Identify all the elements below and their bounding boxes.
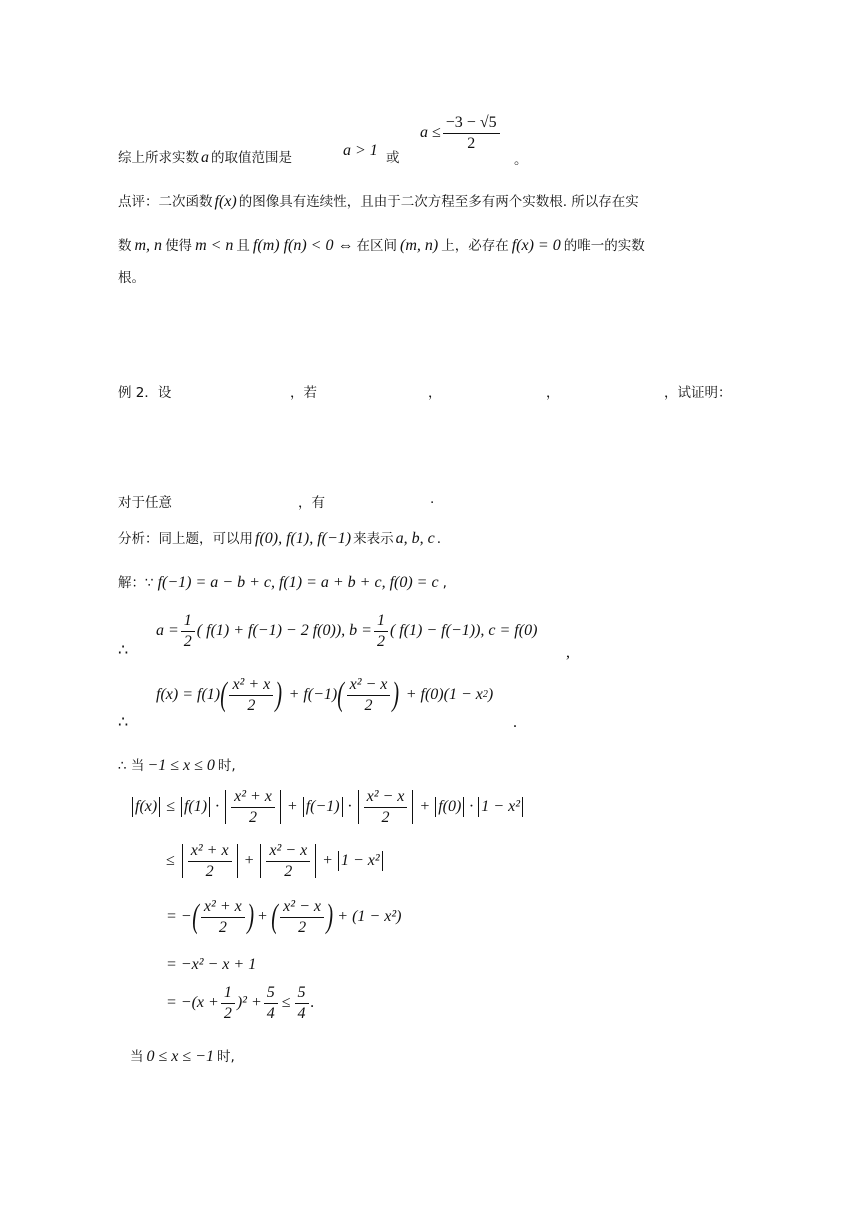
step5-le: ≤ [281, 994, 291, 1012]
half-num: 1 [181, 612, 195, 632]
ineq-step-5 [166, 984, 315, 1022]
dot: · [469, 798, 474, 816]
comment2-interval: (m, n) [399, 237, 439, 254]
comment-b: 的图像具有连续性，且由于二次方程至多有两个实数根. 所以存在实 [238, 194, 639, 210]
four: 4 [266, 1004, 275, 1022]
ineq-f1: f(1) [183, 798, 208, 816]
frac-num: x² − x [364, 788, 408, 808]
when2-a: 当 [130, 1049, 144, 1065]
when1-cond: −1 ≤ x ≤ 0 [147, 757, 215, 774]
eq-abc [156, 612, 537, 650]
cond2-frac [443, 114, 500, 152]
var-a: a [201, 149, 209, 166]
ineq-fm1: f(−1) [305, 798, 340, 816]
abs-bar [280, 790, 281, 824]
frac-num: x² − x [280, 898, 324, 918]
or-word: 或 [386, 150, 400, 166]
ineq-step-3 [166, 898, 401, 936]
plus: + [322, 852, 333, 870]
abs-bar [522, 797, 523, 817]
example2-forall: 对于任意 [118, 495, 172, 511]
ineq-step-4: = −x² − x + 1 [166, 956, 257, 973]
when-line-1 [118, 754, 236, 775]
frac-den: 2 [205, 862, 214, 880]
ineq-step-1 [130, 788, 525, 826]
abs-bar [315, 844, 316, 878]
rparen: ) [392, 676, 400, 714]
eq-a-lhs: a = [156, 622, 179, 640]
example2-label: 例 2．设 [118, 385, 172, 401]
le: ≤ [166, 852, 175, 870]
ineq-f0: f(0) [438, 798, 462, 816]
step5-a: = −(x + [166, 994, 219, 1012]
conclusion-prefix: 综上所求实数 [118, 150, 199, 166]
comment2-b: 使得 [165, 238, 193, 254]
abs-bar [412, 790, 413, 824]
comment2-e: 上，必存在 [441, 238, 509, 254]
frac-num: x² + x [188, 842, 232, 862]
comment-a: 点评：二次函数 [118, 194, 213, 210]
comment2-fx-eq-0: f(x) = 0 [511, 237, 561, 254]
ineq-step-2 [166, 842, 385, 880]
analysis-end: . [436, 531, 442, 547]
rparen: ) [326, 898, 334, 936]
period-cn: 。 [514, 152, 528, 168]
comment2-a: 数 [118, 238, 132, 254]
half-den: 2 [183, 632, 192, 650]
plus: + [419, 798, 431, 816]
example2-comma2: ， [546, 385, 560, 401]
abs-bar [225, 790, 226, 824]
abs-bar [358, 790, 359, 824]
five-fourths-1 [264, 984, 278, 1022]
eq-b-rhs: ( f(1) − f(−1)), c = f(0) [389, 622, 538, 640]
lparen: ( [337, 676, 345, 714]
comment-line-2 [118, 234, 645, 255]
abs-bar [435, 797, 436, 817]
cond2-num: −3 − √5 [443, 114, 500, 134]
ineq-lhs: f(x) [135, 798, 158, 816]
cond2-lhs: a ≤ [420, 124, 441, 142]
frac-xpx [201, 898, 245, 936]
frac-num: x² + x [201, 898, 245, 918]
comment-line-3: 根。 [118, 270, 145, 286]
frac-xpx [188, 842, 232, 880]
half-num: 1 [221, 984, 235, 1004]
analysis-abc: a, b, c [395, 530, 435, 547]
four: 4 [297, 1004, 306, 1022]
comment2-m-lt-n: m < n [195, 237, 234, 254]
example2-comma1: ， [428, 385, 442, 401]
solution-line [118, 571, 447, 592]
step5-b: )² + [236, 994, 262, 1012]
fx-mid1: + f(−1) [288, 686, 338, 704]
plus: + [257, 908, 268, 926]
comment2-d: 在区间 [356, 238, 397, 254]
abs-bar [237, 844, 238, 878]
five: 5 [295, 984, 309, 1004]
dot: · [347, 798, 352, 816]
analysis-a: 分析：同上题，可以用 [118, 531, 253, 547]
abs-bar [478, 797, 479, 817]
abs-bar [463, 797, 464, 817]
frac-num: x² − x [347, 676, 391, 696]
therefore-2: ∴ [118, 714, 129, 731]
example2-dot: . [430, 491, 435, 507]
frac-xmx [364, 788, 408, 826]
half-frac-1 [181, 612, 195, 650]
frac-den: 2 [364, 696, 373, 714]
abs-bar [338, 851, 339, 871]
eq-a-rhs: ( f(1) + f(−1) − 2 f(0)), b = [196, 622, 372, 640]
cond2-den: 2 [467, 134, 476, 152]
abs-bar [132, 797, 133, 817]
fx-mid2: + f(0)(1 − x [405, 686, 483, 704]
le: ≤ [166, 798, 175, 816]
when2-cond: 0 ≤ x ≤ −1 [146, 1048, 214, 1065]
example2-have: ，有 [298, 495, 325, 511]
frac-num: x² − x [266, 842, 310, 862]
fx-expansion: f(x) = f(1) ( $\frac{\text{x² + x}}{2}$ ) + f(−1) ( $\frac{\text{x² − x}}{2}$ ) + f(0)(1 − x 2 ) [156, 676, 494, 714]
abs-bar [182, 844, 183, 878]
frac-num: x² + x [229, 676, 273, 696]
conclusion-mid: 的取值范围是 [211, 150, 292, 166]
frac-xmx [347, 676, 391, 714]
lparen: ( [271, 898, 278, 936]
cond-a-le-frac [420, 114, 502, 152]
fx-lhs: f(x) = f(1) [156, 686, 221, 704]
abs-bar [342, 797, 343, 817]
comment-fx: f(x) [214, 193, 237, 210]
frac-xmx [280, 898, 324, 936]
frac-den: 2 [218, 918, 227, 936]
frac-den: 2 [284, 862, 293, 880]
frac-num: x² + x [231, 788, 275, 808]
ineq-1mx: 1 − x² [481, 798, 520, 816]
abs-bar [382, 851, 383, 871]
example2-prove: ，试证明： [664, 385, 732, 401]
frac-xpx [229, 676, 273, 714]
comment2-c: 且 [236, 238, 250, 254]
cond-a-gt-1: a > 1 [343, 142, 378, 159]
therefore-1: ∴ [118, 642, 129, 659]
ineq-1mx: 1 − x² [340, 852, 380, 870]
comment-line-1 [118, 190, 639, 211]
fx-close: ) [487, 686, 494, 704]
fx-end: . [513, 714, 517, 731]
half-frac [221, 984, 235, 1022]
rparen: ) [246, 898, 254, 936]
five-fourths-2 [295, 984, 309, 1022]
half-den: 2 [223, 1004, 232, 1022]
step5-end: . [310, 994, 315, 1012]
five: 5 [264, 984, 278, 1004]
when1-b: 时, [217, 758, 236, 774]
half-num: 1 [374, 612, 388, 632]
plus: + [243, 852, 255, 870]
abs-bar [209, 797, 210, 817]
dot: · [215, 798, 220, 816]
frac-xpx [231, 788, 275, 826]
step3-tail: + (1 − x²) [337, 908, 402, 926]
plus: + [286, 798, 298, 816]
abs-bar [303, 797, 304, 817]
when-line-2 [130, 1045, 235, 1066]
example2-ruo: ，若 [290, 385, 317, 401]
frac-den: 2 [381, 808, 390, 826]
abs-bar [159, 797, 160, 817]
abs-bar [181, 797, 182, 817]
when2-b: 时, [216, 1049, 235, 1065]
conclusion-line [118, 146, 292, 167]
solution-eq: f(−1) = a − b + c, f(1) = a + b + c, f(0) = c [157, 574, 439, 591]
solution-end: , [442, 575, 447, 591]
frac-den: 2 [298, 918, 307, 936]
analysis-b: 来表示 [353, 531, 394, 547]
when1-a: ∴ 当 [118, 758, 145, 774]
rparen: ) [275, 676, 283, 714]
comment2-mn: m, n [134, 237, 163, 254]
half-frac-2 [374, 612, 388, 650]
solution-a: 解：∵ [118, 575, 154, 591]
comment2-f: 的唯一的实数 [563, 238, 645, 254]
eq-a-end: , [566, 644, 570, 661]
frac-den: 2 [247, 696, 256, 714]
abs-bar [260, 844, 261, 878]
frac-den: 2 [248, 808, 257, 826]
lparen: ( [220, 676, 228, 714]
comment2-fmfn: f(m) f(n) < 0 ⇔ [252, 237, 354, 254]
lparen: ( [191, 898, 199, 936]
analysis-line [118, 527, 441, 548]
half-den: 2 [376, 632, 385, 650]
frac-xmx [266, 842, 310, 880]
analysis-fvals: f(0), f(1), f(−1) [255, 530, 352, 547]
neg-eq: = − [166, 908, 192, 926]
